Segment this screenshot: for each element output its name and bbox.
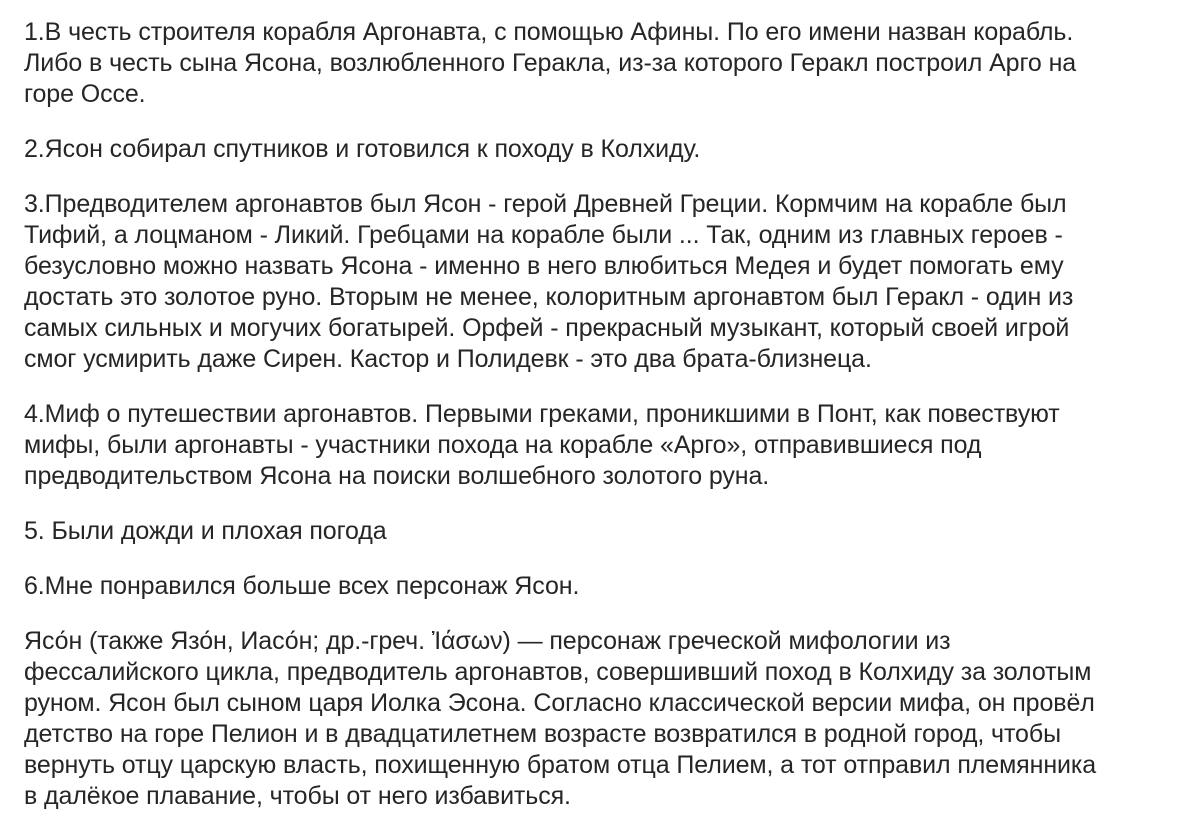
text-line: предводительством Ясона на поиски волшебного золотого руна. — [24, 462, 770, 490]
answer-1-paragraph — [24, 17, 1180, 110]
text-line: 3.Предводителем аргонавтов был Ясон - герой Древней Греции. Кормчим на корабле был — [24, 190, 1067, 218]
jason-description-paragraph — [24, 626, 1180, 812]
text-line: 5. Были дожди и плохая погода — [24, 517, 387, 545]
text-line: фессалийского цикла, предводитель аргонавтов, совершивший поход в Колхиду за золотым — [24, 658, 1092, 686]
answer-3-paragraph — [24, 189, 1180, 375]
text-line: достать это золотое руно. Вторым не менее, колоритным аргонавтом был Геракл - один из — [24, 283, 1074, 311]
text-line: 4.Миф о путешествии аргонавтов. Первыми греками, проникшими в Понт, как повествуют — [24, 400, 1060, 428]
text-line: самых сильных и могучих богатырей. Орфей - прекрасный музыкант, который своей игрой — [24, 314, 1070, 342]
text-line: вернуть отцу царскую власть, похищенную братом отца Пелием, а тот отправил племянника — [24, 751, 1097, 779]
text-line: мифы, были аргонавты - участники похода на корабле «Арго», отправившиеся под — [24, 431, 982, 459]
text-line: 1.В честь строителя корабля Аргонавта, с помощью Афины. По его имени назван корабль. — [24, 18, 1074, 46]
text-line: детство на горе Пелион и в двадцатилетнем возрасте возвратился в родной город, чтобы — [24, 720, 1061, 748]
answer-6-paragraph — [24, 571, 1180, 602]
text-line: Тифий, а лоцманом - Ликий. Гребцами на корабле были ... Так, одним из главных героев - — [24, 221, 1063, 249]
text-line: 6.Мне понравился больше всех персонаж Ясон. — [24, 572, 580, 600]
text-line: 2.Ясон собирал спутников и готовился к походу в Колхиду. — [24, 135, 701, 163]
text-line: Ясо́н (также Язо́н, Иасо́н; др.-греч. Ἰάσων) — персонаж греческой мифологии из — [24, 627, 951, 655]
text-line: Либо в честь сына Ясона, возлюбленного Геракла, из-за которого Геракл построил Арго на — [24, 49, 1077, 77]
text-line: руном. Ясон был сыном царя Иолка Эсона. Согласно классической версии мифа, он провёл — [24, 689, 1095, 717]
answer-2-paragraph — [24, 134, 1180, 165]
answer-4-paragraph — [24, 399, 1180, 492]
text-line: безусловно можно назвать Ясона - именно в него влюбиться Медея и будет помогать ему — [24, 252, 1064, 280]
text-line: смог усмирить даже Сирен. Кастор и Полидевк - это два брата-близнеца. — [24, 345, 872, 373]
text-line: в далёкое плавание, чтобы от него избавиться. — [24, 782, 571, 810]
text-line: горе Оссе. — [24, 80, 146, 108]
answer-5-paragraph — [24, 516, 1180, 547]
